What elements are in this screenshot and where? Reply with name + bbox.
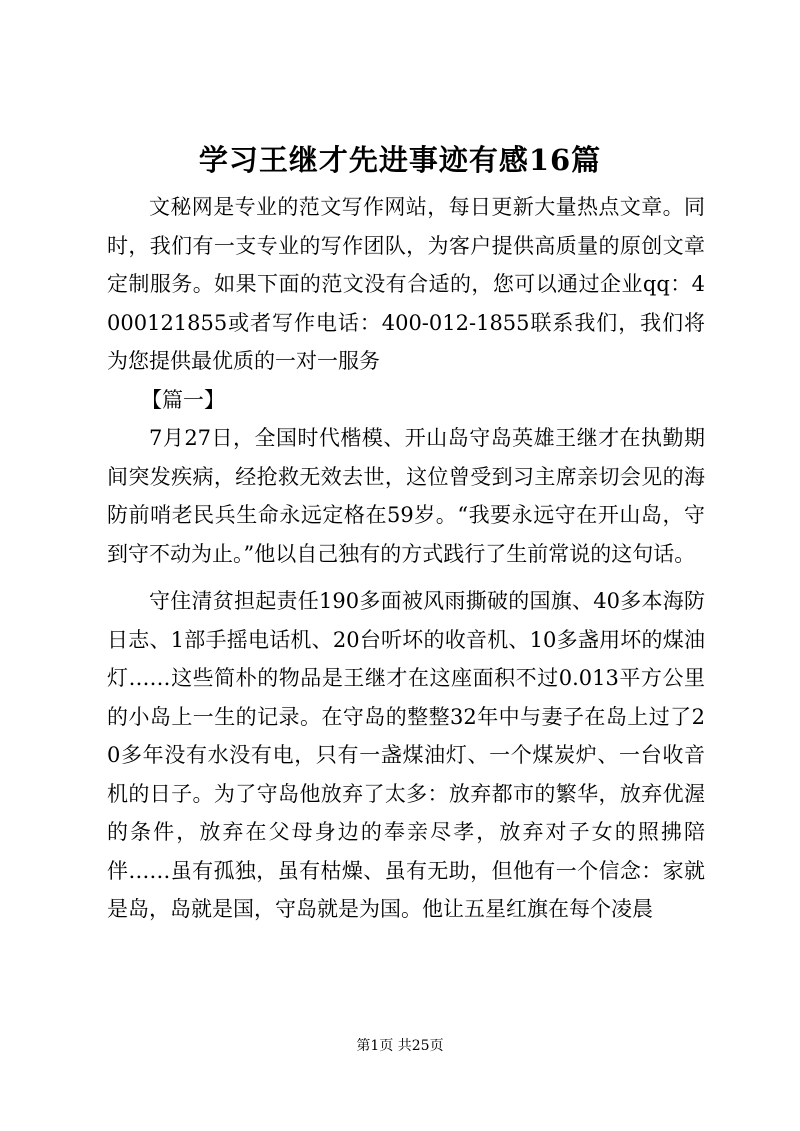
section-heading: 【篇一】 [141, 387, 225, 412]
page-footer: 第1页 共25页 [356, 1038, 444, 1054]
document-body [107, 188, 705, 929]
body-paragraph-1: 7月27日，全国时代楷模、开山岛守岛英雄王继才在执勤期间突发疾病，经抢救无效去世，这位曾受到习主席亲切会见的海防前哨老民兵生命永远定格在59岁。“我要永远守在开山岛，守到守不动为止。”他以自己独有的方式践行了生前常说的这句话。 [107, 426, 705, 566]
body-paragraph-2: 守住清贫担起责任190多面被风雨撕破的国旗、40多本海防日志、1部手摇电话机、20台听坏的收音机、10多盏用坏的煤油灯……这些简朴的物品是王继才在这座面积不过0.013平方公里的小岛上一生的记录。在守岛的整整32年中与妻子在岛上过了20多年没有水没有电，只有一盏煤油灯、一个煤炭炉、一台收音机的日子。为了守岛他放弃了太多：放弃都市的繁华，放弃优渥的条件，放弃在父母身边的奉亲尽孝，放弃对子女的照拂陪伴……虽有孤独，虽有枯燥、虽有无助，但他有一个信念：家就是岛，岛就是国，守岛就是为国。他让五星红旗在每个凌晨 [107, 589, 705, 921]
document-title: 学习王继才先进事迹有感16篇 [198, 143, 602, 177]
intro-paragraph: 文秘网是专业的范文写作网站，每日更新大量热点文章。同时，我们有一支专业的写作团队，为客户提供高质量的原创文章定制服务。如果下面的范文没有合适的，您可以通过企业qq：4000121855或者写作电话：400-012-1855联系我们，我们将为您提供最优质的一对一服务 [107, 195, 705, 373]
